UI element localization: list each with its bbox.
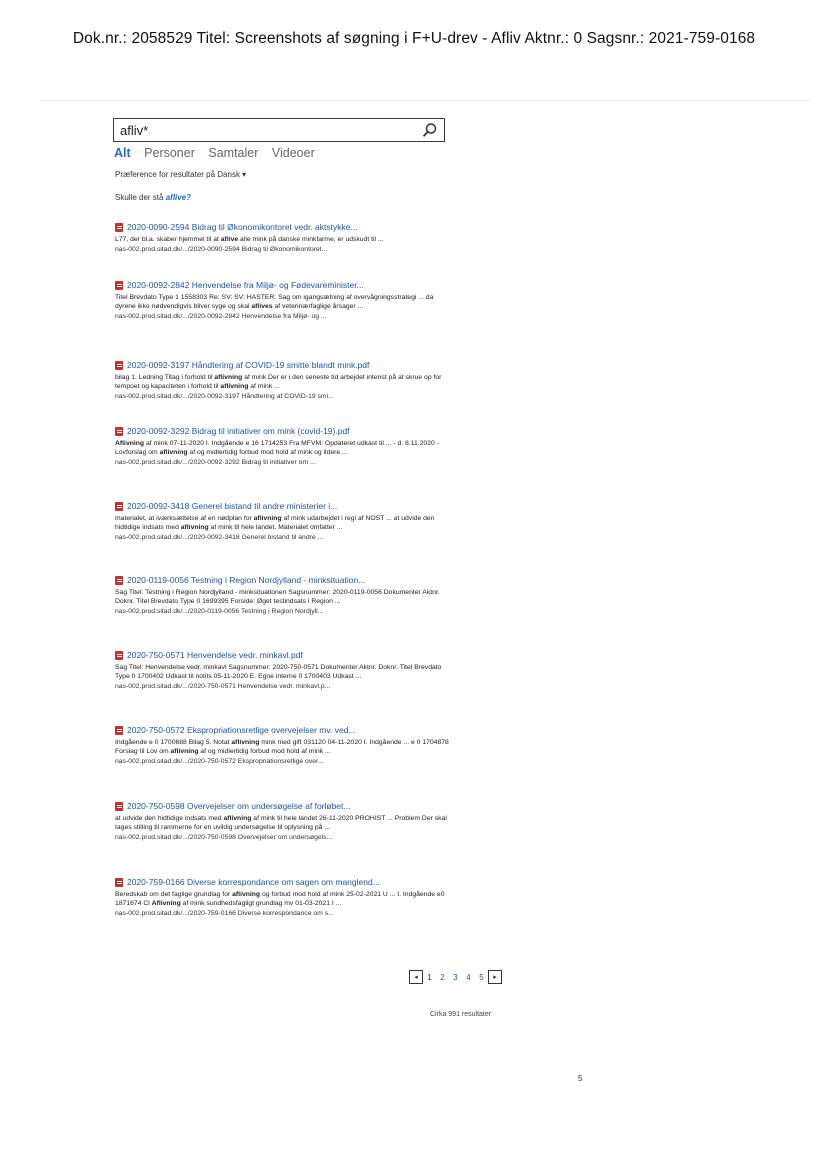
search-input[interactable] (114, 119, 416, 141)
result-snippet: Sag Titel: Henvendelse vedr. minkavl Sagsnummer: 2020-750-0571 Dokumenter Aktnr. Doknr. Titel Brevdato Type 0 1700402 Udkast til notits 05-11-2020 E. Egne interne 0 1700403 Udkast ... (115, 664, 442, 680)
result-url: nas-002.prod.sitad.dk/.../2020-0092-2842 Henvendelse fra Miljø- og ... (115, 313, 327, 320)
result-title[interactable]: 2020-750-0572 Ekspropriationsretlige overvejelser mv. ved... (127, 725, 356, 735)
result-snippet: Beredskab om det faglige grundlag for aflivning og forbud mod hold af mink 25-02-2021 U ... I. Indgående e0 1871674 Cl Aflivning af mink sundhedsfagligt grundlag mv 01-03-2021 I ... (115, 891, 445, 907)
page-link-5[interactable]: 5 (479, 972, 484, 982)
pagination (409, 970, 502, 984)
result-title[interactable]: 2020-750-0598 Overvejelser om undersøgelse af forløbet... (127, 801, 351, 811)
result-snippet: Titel Brevdato Type 1 1558303 Re: SV: SV: HASTER: Sag om igangsætning af overvågningsstrategi ... da dyrene ikke nødvendigvis bliver syge og skal aflives af veterinærfaglige årsager ... (115, 294, 434, 310)
result-title[interactable]: 2020-0092-3197 Håndtering af COVID-19 smitte blandt mink.pdf (127, 360, 370, 370)
result-item (115, 575, 455, 615)
result-url: nas-002.prod.sitad.dk/.../2020-0090-2594 Bidrag til Økonomikontoret... (115, 246, 328, 253)
pdf-file-icon (115, 878, 123, 887)
pdf-file-icon (115, 576, 123, 585)
previous-page-button[interactable]: ◂ (409, 970, 423, 984)
spelling-suggestion (115, 193, 191, 202)
result-url: nas-002.prod.sitad.dk/.../2020-0092-3418 Generel bistand til andre ... (115, 534, 324, 541)
result-item (115, 650, 455, 690)
page-link-4[interactable]: 4 (466, 972, 471, 982)
suggestion-link[interactable]: aflive? (165, 193, 192, 202)
document-header: Dok.nr.: 2058529 Titel: Screenshots af søgning i F+U-drev - Afliv Aktnr.: 0 Sagsnr.: 2021-759-0168 (72, 30, 756, 47)
result-title[interactable]: 2020-0090-2594 Bidrag til Økonomikontoret vedr. aktstykke... (127, 222, 358, 232)
result-snippet: Aflivning af mink 07-11-2020 I. Indgående e 16 1714253 Fra MFVM: Opdateret udkast til ... - d. 8.11.2020 - Lovforslag om aflivning af og midlertidig forbud mod hold af mink og ildere ... (115, 440, 439, 456)
result-item (115, 725, 455, 765)
language-preference[interactable]: Præference for resultater på Dansk ▾ (115, 170, 247, 179)
result-title-link[interactable] (115, 360, 455, 370)
tab-alt[interactable]: Alt (114, 146, 131, 160)
next-page-button[interactable]: ▸ (488, 970, 502, 984)
result-title-link[interactable] (115, 426, 455, 436)
divider (40, 100, 810, 101)
search-icon[interactable] (422, 122, 438, 138)
result-count: Cirka 991 resultater (430, 1011, 492, 1018)
pdf-file-icon (115, 223, 123, 232)
suggestion-prefix: Skulle der stå (115, 193, 166, 202)
search-box[interactable] (113, 118, 445, 142)
page-link-2[interactable]: 2 (440, 972, 445, 982)
result-snippet: bilag 1. Ledning Titag i forhold til aflivning af mink Der er i den seneste tid arbejdet intenst på at skrue op for tempoet og kapaciteten i forhold til aflivning af mink ... (115, 374, 442, 390)
result-snippet: Sag Titel: Testning i Region Nordjylland - minksituationen Sagsnummer: 2020-0119-0056 Dokumenter Aktnr. Doknr. Titel Brevdato Type 0 1699395 Forside: Øget testindsats i Region ... (115, 589, 440, 605)
result-title-link[interactable] (115, 801, 455, 811)
document-page-number: 5 (578, 1074, 583, 1083)
page-link-1[interactable]: 1 (427, 972, 432, 982)
result-title[interactable]: 2020-0119-0056 Testning i Region Nordjylland - minksituation... (127, 575, 366, 585)
result-title[interactable]: 2020-0092-3418 Generel bistand til andre ministerier i... (127, 501, 338, 511)
result-title-link[interactable] (115, 725, 455, 735)
pdf-file-icon (115, 427, 123, 436)
page-link-3[interactable]: 3 (453, 972, 458, 982)
tab-personer[interactable]: Personer (144, 146, 195, 160)
result-title[interactable]: 2020-0092-3292 Bidrag til initiativer om mink (covid-19).pdf (127, 426, 350, 436)
result-title[interactable]: 2020-750-0571 Henvendelse vedr. minkavl.pdf (127, 650, 303, 660)
result-url: nas-002.prod.sitad.dk/.../2020-759-0166 Diverse korrespondance om s... (115, 910, 334, 917)
result-title-link[interactable] (115, 575, 455, 585)
result-item (115, 877, 455, 917)
result-url: nas-002.prod.sitad.dk/.../2020-0119-0056 Testning i Region Nordjyll... (115, 608, 324, 615)
pdf-file-icon (115, 281, 123, 290)
pdf-file-icon (115, 361, 123, 370)
result-url: nas-002.prod.sitad.dk/.../2020-750-0571 Henvendelse vedr. minkavl.p... (115, 683, 331, 690)
result-url: nas-002.prod.sitad.dk/.../2020-750-0598 Overvejelser om undersøgels... (115, 834, 333, 841)
result-url: nas-002.prod.sitad.dk/.../2020-750-0572 Ekspropriationsretlige over... (115, 758, 324, 765)
result-item (115, 801, 455, 841)
result-title-link[interactable] (115, 650, 455, 660)
result-title[interactable]: 2020-759-0166 Diverse korrespondance om sagen om manglend... (127, 877, 380, 887)
result-title-link[interactable] (115, 222, 455, 232)
result-url: nas-002.prod.sitad.dk/.../2020-0092-3197 Håndtering af COVID-19 smi... (115, 393, 334, 400)
pdf-file-icon (115, 802, 123, 811)
result-tabs (114, 146, 325, 160)
result-item (115, 501, 455, 541)
result-item (115, 222, 455, 253)
tab-samtaler[interactable]: Samtaler (208, 146, 259, 160)
result-item (115, 360, 455, 400)
pdf-file-icon (115, 651, 123, 660)
result-title-link[interactable] (115, 877, 455, 887)
result-title[interactable]: 2020-0092-2842 Henvendelse fra Miljø- og Fødevareminister... (127, 280, 364, 290)
tab-videoer[interactable]: Videoer (271, 146, 315, 160)
result-snippet: Indgående e 0 1700688 Bilag 5. Notat aflivning mink med gift 031120 04-11-2020 I. Indgående ... e 0 1704878 Forslag til Lov om aflivning af og midlertidig forbud mod hold af mink ... (115, 739, 449, 755)
result-snippet: materialet, at iværksættelse af en nødplan for aflivning af mink udarbejdet i regi af NOST ... at udvide den hidtidige indsats med aflivning af mink til hele landet. Materialet omfatter ... (115, 515, 435, 531)
pdf-file-icon (115, 726, 123, 735)
result-snippet: at udvide den hidtidige indsats med aflivning af mink til hele landet 26-11-2020 PROHIST ... Problem Der skal tages stilling til rammerne for en uvildig undersøgelse til oplysning på ... (115, 815, 447, 831)
result-item (115, 426, 455, 466)
result-item (115, 280, 455, 320)
result-snippet: L77, der bl.a. skaber hjemmel til at aflive alle mink på danske minkfarme, er udskudt til ... (115, 236, 384, 243)
result-title-link[interactable] (115, 280, 455, 290)
pdf-file-icon (115, 502, 123, 511)
result-url: nas-002.prod.sitad.dk/.../2020-0092-3292 Bidrag til initiativer om ... (115, 459, 316, 466)
result-title-link[interactable] (115, 501, 455, 511)
